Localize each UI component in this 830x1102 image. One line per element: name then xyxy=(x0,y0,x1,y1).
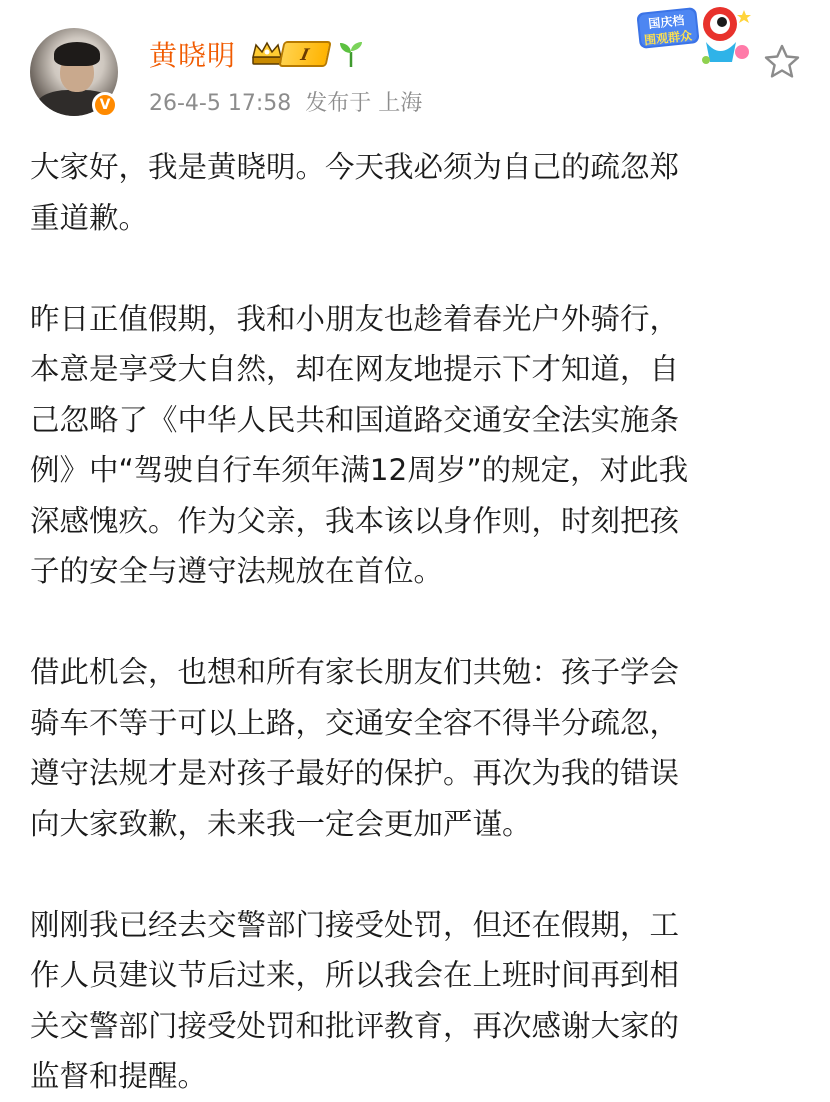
author-name[interactable]: 黄晓明 xyxy=(149,39,237,72)
text-line: 借此机会，也想和所有家长朋友们共勉：孩子学会 xyxy=(30,655,680,689)
text-line: 子的安全与遵守法规放在首位。 xyxy=(30,554,444,588)
text-line: 己忽略了《中华人民共和国道路交通安全法实施条 xyxy=(30,402,680,437)
text-line: 本意是享受大自然，却在网友地提示下才知道，自 xyxy=(30,352,680,386)
text-line: 例》中“驾驶自行车须年满12周岁”的规定，对此我 xyxy=(30,453,689,487)
text-line: 监督和提醒。 xyxy=(30,1059,208,1093)
post-header xyxy=(0,0,830,128)
post-paragraph xyxy=(30,142,810,243)
text-line: 深感愧疚。作为父亲，我本该以身作则，时刻把孩 xyxy=(30,503,680,538)
level-badge[interactable]: I xyxy=(278,41,332,67)
post-timestamp: 26-4-5 17:58 xyxy=(149,91,292,116)
text-line: 关交警部门接受处罚和批评教育，再次感谢大家的 xyxy=(30,1008,680,1043)
avatar-hair-shape xyxy=(54,42,100,66)
post-paragraph xyxy=(30,294,810,597)
post-paragraph xyxy=(30,900,810,1102)
text-line: 遵守法规才是对孩子最好的保护。再次为我的错误 xyxy=(30,756,680,790)
post-meta xyxy=(149,86,422,117)
favorite-star-icon[interactable] xyxy=(762,42,802,82)
text-line: 重道歉。 xyxy=(30,200,149,235)
text-line: 作人员建议节后过来，所以我会在上班时间再到相 xyxy=(30,958,680,992)
text-line: 刚刚我已经去交警部门接受处罚，但还在假期，工 xyxy=(30,907,680,942)
text-line: 大家好，我是黄晓明。今天我必须为自己的疏忽郑 xyxy=(30,150,680,184)
post-location: 发布于 上海 xyxy=(305,91,423,116)
sprout-icon xyxy=(338,40,364,68)
holiday-sticker-icon[interactable] xyxy=(636,2,754,72)
sticker-line1: 国庆档 xyxy=(647,13,686,31)
post-paragraph xyxy=(30,647,810,849)
verified-icon: V xyxy=(92,92,118,118)
text-line: 昨日正值假期，我和小朋友也趁着春光户外骑行， xyxy=(30,301,680,336)
sticker-line2: 围观群众 xyxy=(643,28,693,48)
post-body xyxy=(30,142,810,1102)
text-line: 向大家致歉，未来我一定会更加严谨。 xyxy=(30,806,532,841)
text-line: 骑车不等于可以上路，交通安全容不得半分疏忽， xyxy=(30,705,680,740)
